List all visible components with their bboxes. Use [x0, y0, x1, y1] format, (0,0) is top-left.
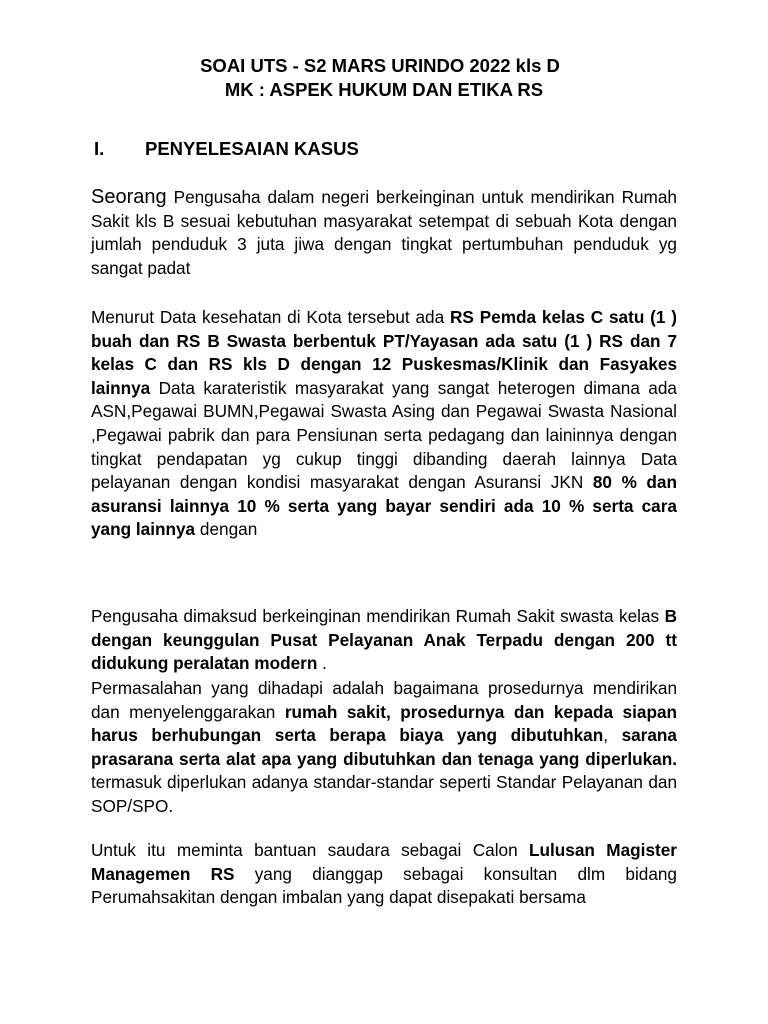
paragraph-4-text-2: , [603, 725, 622, 746]
section-title: PENYELESAIAN KASUS [145, 138, 359, 159]
title-line-1: SOAI UTS - S2 MARS URINDO 2022 kls D [200, 55, 560, 76]
section-number: I. [94, 138, 105, 159]
title-line-2: MK : ASPEK HUKUM DAN ETIKA RS [224, 79, 544, 100]
paragraph-4-bold-2: sarana prasarana serta alat apa yang dibutuhkan dan tenaga yang diperlukan. [91, 725, 677, 769]
paragraph-3-text-2: . [317, 653, 327, 674]
paragraph-5 [91, 839, 677, 910]
paragraph-1-text: Pengusaha dalam negeri berkeinginan untuk mendirikan Rumah Sakit kls B sesuai kebutuhan masyarakat setempat di sebuah Kota dengan jumlah penduduk 3 juta jiwa dengan tingkat pertumbuhan penduduk yg sangat padat [91, 187, 677, 278]
paragraph-4-text-3: termasuk diperlukan adanya standar-standar seperti Standar Pelayanan dan SOP/SPO. [91, 772, 677, 816]
paragraph-4-text-1: Permasalahan yang dihadapi adalah bagaimana prosedurnya mendirikan dan menyelenggarakan [91, 678, 677, 722]
paragraph-2-bold-1: RS Pemda kelas C satu (1 ) buah dan RS B Swasta berbentuk PT/Yayasan ada satu (1 ) RS dan 7 kelas C dan RS kls D dengan 12 Puskesmas/Klinik dan Fasyakes lainnya [91, 307, 677, 398]
paragraph-5-bold-1: Lulusan Magister Managemen RS [91, 840, 677, 884]
paragraph-2-text-1: Menurut Data kesehatan di Kota tersebut ada [91, 307, 450, 327]
paragraph-4 [91, 677, 677, 819]
paragraph-3-bold-1: B dengan keunggulan Pusat Pelayanan Anak Terpadu dengan 200 tt didukung peralatan modern [91, 606, 677, 674]
paragraph-1-first-word: Seorang [91, 186, 167, 208]
paragraph-3 [91, 605, 677, 676]
paragraph-4-bold-1: rumah sakit, prosedurnya dan kepada siapan harus berhubungan serta berapa biaya yang dibutuhkan [91, 701, 678, 746]
paragraph-1 [91, 186, 677, 280]
section-heading [94, 137, 359, 161]
paragraph-2-text-3: dengan [195, 519, 258, 540]
paragraph-5-text-1: Untuk itu meminta bantuan saudara sebagai Calon [91, 840, 530, 860]
paragraph-2 [91, 306, 677, 542]
paragraph-5-text-2: yang dianggap sebagai konsultan dlm bidang Perumahsakitan dengan imbalan yang dapat disepakati bersama [91, 863, 677, 908]
document-title [0, 54, 768, 102]
paragraph-3-text-1: Pengusaha dimaksud berkeinginan mendirikan Rumah Sakit swasta kelas [91, 606, 665, 626]
paragraph-2-text-2: Data karateristik masyarakat yang sangat heterogen dimana ada ASN,Pegawai BUMN,Pegawai Swasta Asing dan Pegawai Swasta Nasional ,Pegawai pabrik dan para Pensiunan serta pedagang dan laininnya dengan tingkat pendapatan yg cukup tinggi dibanding daerah lainnya Data pelayanan dengan kondisi masyarakat dengan Asuransi JKN [91, 377, 677, 493]
paragraph-2-bold-2: 80 % dan asuransi lainnya 10 % serta yang bayar sendiri ada 10 % serta cara yang lainnya [91, 472, 677, 540]
